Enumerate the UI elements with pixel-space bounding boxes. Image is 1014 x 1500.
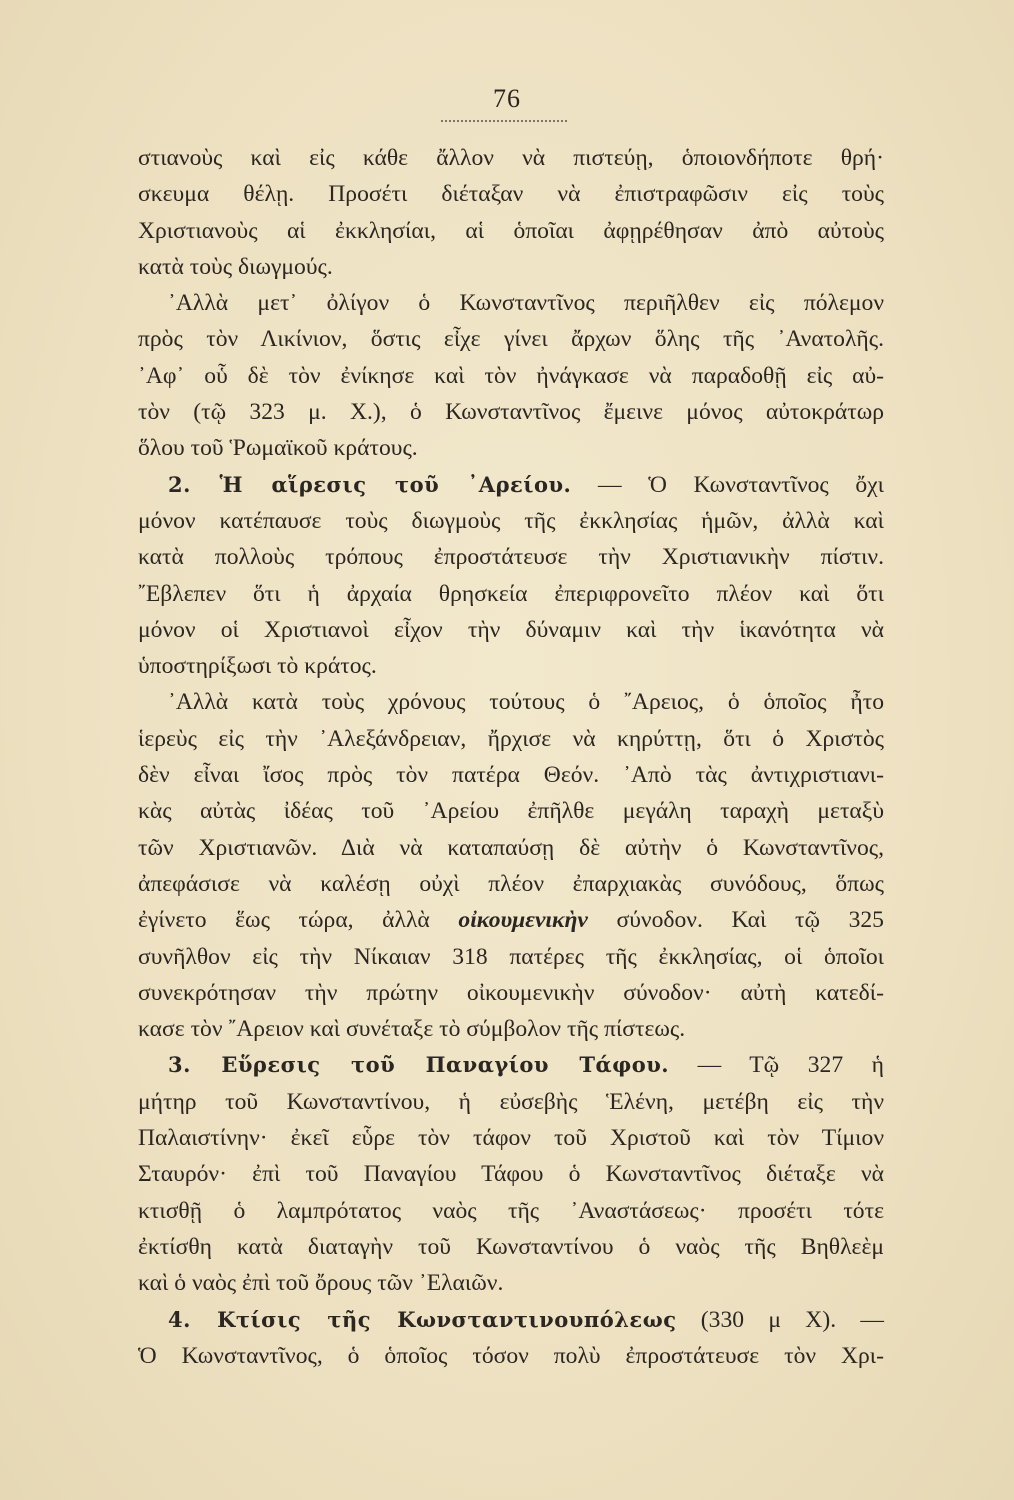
page-number: 76 [493,84,521,113]
text-line: μήτηρ τοῦ Κωνσταντίνου, ἡ εὐσεβὴς Ἑλένη, μετέβη εἰς τὴν [138,1088,884,1115]
text-line: ᾿Αλλὰ κατὰ τοὺς χρόνους τούτους ὁ ῎Αρειος, ὁ ὁποῖος ἦτο [168,689,884,716]
text-line: ῎Εβλεπεν ὅτι ἡ ἀρχαία θρησκεία ἐπεριφρονεῖτο πλέον καὶ ὅτι [138,580,884,607]
text-line: Χριστιανοὺς αἱ ἐκκλησίαι, αἱ ὁποῖαι ἀφῃρέθησαν ἀπὸ αὐτοὺς [138,217,884,244]
text-line: ἐκτίσθη κατὰ διαταγὴν τοῦ Κωνσταντίνου ὁ ναὸς τῆς Βηθλεὲμ [138,1233,884,1260]
body-text [138,140,884,1374]
text-line: κτισθῇ ὁ λαμπρότατος ναὸς τῆς ᾿Αναστάσεως· προσέτι τότε [138,1197,884,1224]
text-line: μόνον οἱ Χριστιανοὶ εἶχον τὴν δύναμιν καὶ τὴν ἱκανότητα νὰ [138,616,884,643]
text-line: καὶ ὁ ναὸς ἐπὶ τοῦ ὄρους τῶν ᾿Ελαιῶν. [138,1270,504,1297]
text-line: ᾿Αφ᾿ οὗ δὲ τὸν ἐνίκησε καὶ τὸν ἠνάγκασε νὰ παραδοθῇ εἰς αὐ- [138,362,884,389]
section-heading: 4. Κτίσις τῆς Κωνσταντινουπόλεως [168,1306,677,1332]
text-line: ὑποστηρίξωσι τὸ κράτος. [138,653,377,680]
text-line: ᾿Αλλὰ μετ᾿ ὀλίγον ὁ Κωνσταντῖνος περιῆλθεν εἰς πόλεμον [168,290,884,317]
text-line: τῶν Χριστιανῶν. Διὰ νὰ καταπαύσῃ δὲ αὐτὴν ὁ Κωνσταντῖνος, [138,834,884,861]
text-line: κὰς αὐτὰς ἰδέας τοῦ ᾿Αρείου ἐπῆλθε μεγάλη ταραχὴ μεταξὺ [138,798,884,825]
section-line [138,1047,884,1083]
text-line: ἱερεὺς εἰς τὴν ᾿Αλεξάνδρειαν, ἤρχισε νὰ κηρύττῃ, ὅτι ὁ Χριστὸς [138,725,884,752]
section-line [138,467,884,503]
text-line: πρὸς τὸν Λικίνιον, ὅστις εἶχε γίνει ἄρχων ὅλης τῆς ᾿Ανατολῆς. [138,326,884,353]
emphasized-term: οἰκουμενικὴν [458,907,588,934]
text-line [138,902,884,938]
text-fragment: ἐγίνετο ἕως τώρα, ἀλλὰ [138,907,430,934]
text-fragment: — Τῷ 327 ἡ [697,1052,884,1079]
text-line: στιανοὺς καὶ εἰς κάθε ἄλλον νὰ πιστεύῃ, ὁποιονδήποτε θρή· [138,145,884,171]
section-heading: 3. Εὕρεσις τοῦ Παναγίου Τάφου. [168,1052,670,1078]
page-number-rule [441,120,567,122]
text-line: Παλαιστίνην· ἐκεῖ εὗρε τὸν τάφον τοῦ Χριστοῦ καὶ τὸν Τίμιον [138,1125,884,1152]
text-line: τὸν (τῷ 323 μ. Χ.), ὁ Κωνσταντῖνος ἔμεινε μόνος αὐτοκράτωρ [138,399,884,426]
text-fragment: σύνοδον. Καὶ τῷ 325 [616,907,884,934]
text-line: ὅλου τοῦ Ῥωμαϊκοῦ κράτους. [138,435,418,462]
text-line: κατὰ τοὺς διωγμούς. [138,253,333,280]
section-heading: 2. Ἡ αἵρεσις τοῦ ᾿Αρείου. [168,471,572,497]
text-line: συνῆλθον εἰς τὴν Νίκαιαν 318 πατέρες τῆς ἐκκλησίας, οἱ ὁποῖοι [138,943,884,970]
text-line: κασε τὸν ῎Αρειον καὶ συνέταξε τὸ σύμβολον τῆς πίστεως. [138,1016,686,1043]
text-line: Ὁ Κωνσταντῖνος, ὁ ὁποῖος τόσον πολὺ ἐπροστάτευσε τὸν Χρι- [138,1342,884,1369]
text-line: σκευμα θέλῃ. Προσέτι διέταξαν νὰ ἐπιστραφῶσιν εἰς τοὺς [138,181,884,208]
section-line [138,1302,884,1338]
text-fragment: — Ὁ Κωνσταντῖνος ὄχι [598,471,884,498]
text-fragment: (330 μ Χ). — [700,1306,884,1333]
text-line: συνεκρότησαν τὴν πρώτην οἰκουμενικὴν σύνοδον· αὐτὴ κατεδί- [138,979,884,1006]
text-line: δὲν εἶναι ἴσος πρὸς τὸν πατέρα Θεόν. ᾿Απὸ τὰς ἀντιχριστιανι- [138,762,884,789]
text-line: Σταυρόν· ἐπὶ τοῦ Παναγίου Τάφου ὁ Κωνσταντῖνος διέταξε νὰ [138,1161,884,1188]
text-line: ἀπεφάσισε νὰ καλέσῃ οὐχὶ πλέον ἐπαρχιακὰς συνόδους, ὅπως [138,870,884,897]
text-line: μόνον κατέπαυσε τοὺς διωγμοὺς τῆς ἐκκλησίας ἡμῶν, ἀλλὰ καὶ [138,507,884,534]
text-line: κατὰ πολλοὺς τρόπους ἐπροστάτευσε τὴν Χριστιανικὴν πίστιν. [138,544,884,571]
